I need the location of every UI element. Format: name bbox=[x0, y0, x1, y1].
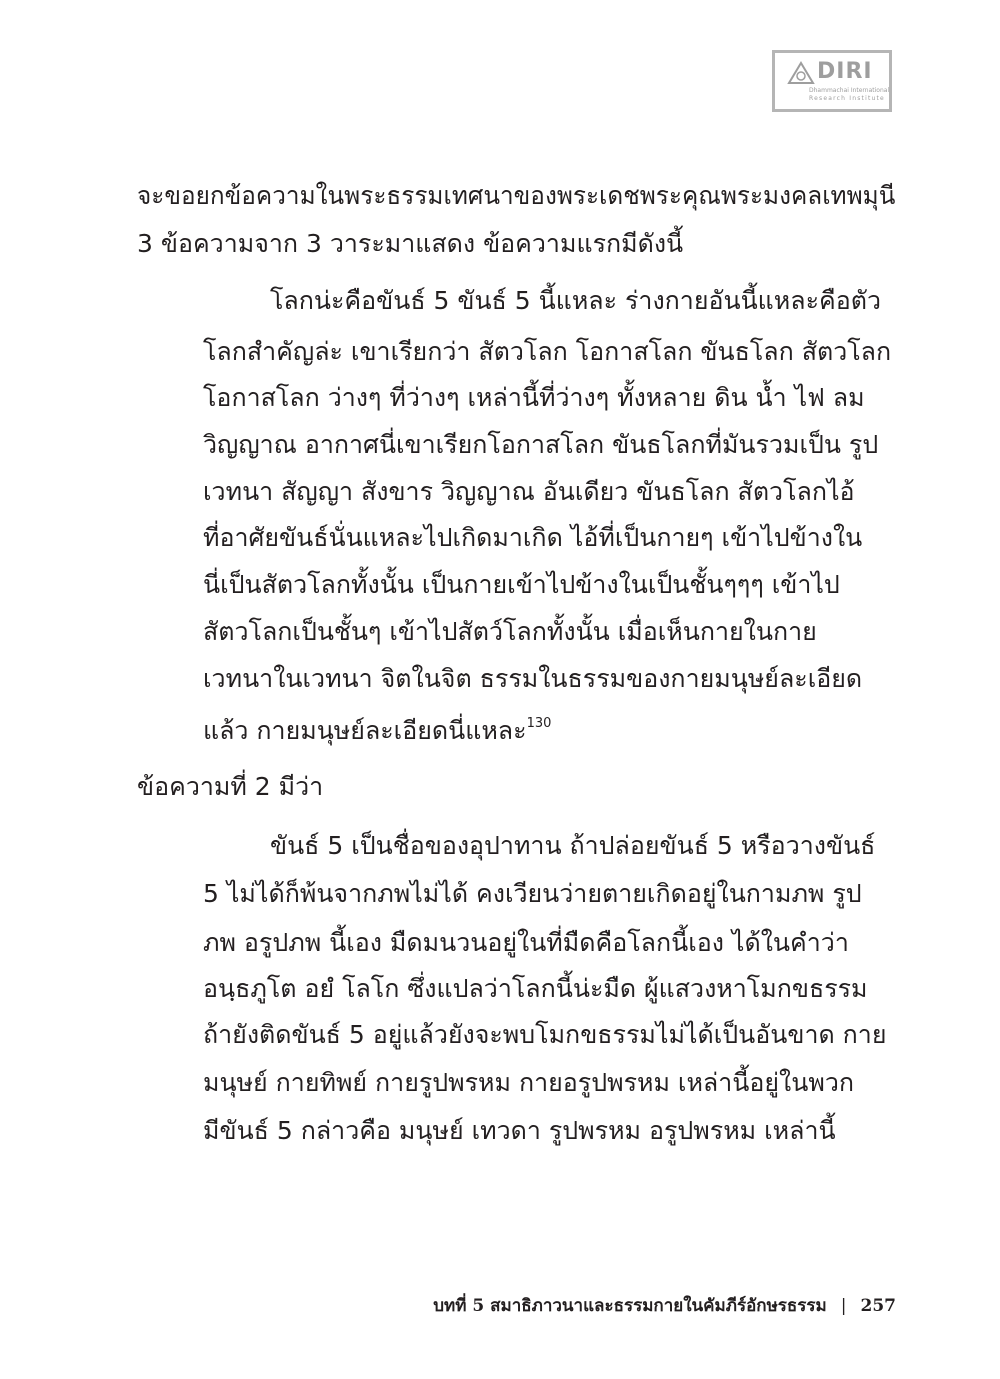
quote2-line: ภพ อรูปภพ นี้เอง มืดมนวนอยู่ในที่มืดคือโลกนี้เอง ได้ในคำว่า bbox=[203, 928, 849, 957]
footnote-marker: 130 bbox=[526, 716, 552, 731]
logo-subtitle-line-1: Dhammachai International bbox=[809, 87, 890, 94]
logo-name: DIRI bbox=[817, 59, 873, 84]
section-heading: ข้อความที่ 2 มีว่า bbox=[137, 772, 324, 801]
quote1-line: วิญญาณ อากาศนี่เขาเรียกโอกาสโลก ขันธโลกที่มันรวมเป็น รูป bbox=[203, 430, 879, 459]
quote1-line: โลกสำคัญล่ะ เขาเรียกว่า สัตวโลก โอกาสโลก ขันธโลก สัตวโลก bbox=[203, 337, 892, 366]
chapter-title: บทที่ 5 สมาธิภาวนาและธรรมกายในคัมภีร์อักษรธรรม bbox=[433, 1296, 827, 1316]
intro-line: จะขอยกข้อความในพระธรรมเทศนาของพระเดชพระคุณพระมงคลเทพมุนี bbox=[137, 181, 896, 210]
page-footer bbox=[433, 1294, 896, 1318]
quote2-line: มีขันธ์ 5 กล่าวคือ มนุษย์ เทวดา รูปพรหม อรูปพรหม เหล่านี้ bbox=[203, 1116, 836, 1145]
quote2-line: มนุษย์ กายทิพย์ กายรูปพรหม กายอรูปพรหม เหล่านี้อยู่ในพวก bbox=[203, 1068, 854, 1097]
intro-line: 3 ข้อความจาก 3 วาระมาแสดง ข้อความแรกมีดังนี้ bbox=[137, 229, 684, 258]
quote1-line: เวทนาในเวทนา จิตในจิต ธรรมในธรรมของกายมนุษย์ละเอียด bbox=[203, 664, 863, 693]
quote1-line: โลกน่ะคือขันธ์ 5 ขันธ์ 5 นี้แหละ ร่างกายอันนี้แหละคือตัว bbox=[270, 286, 882, 315]
quote2-line: ขันธ์ 5 เป็นชื่อของอุปาทาน ถ้าปล่อยขันธ์ 5 หรือวางขันธ์ bbox=[270, 831, 876, 860]
footer-separator: | bbox=[840, 1296, 847, 1316]
quote1-line: เวทนา สัญญา สังขาร วิญญาณ อันเดียว ขันธโลก สัตวโลกไอ้ bbox=[203, 477, 855, 506]
quote2-line: 5 ไม่ได้ก็พ้นจากภพไม่ได้ คงเวียนว่ายตายเกิดอยู่ในกามภพ รูป bbox=[203, 879, 862, 908]
quote1-line: นี่เป็นสัตวโลกทั้งนั้น เป็นกายเข้าไปข้างในเป็นชั้นๆๆๆ เข้าไป bbox=[203, 570, 840, 599]
quote1-line: สัตวโลกเป็นชั้นๆ เข้าไปสัตว์โลกทั้งนั้น เมื่อเห็นกายในกาย bbox=[203, 617, 817, 646]
triangle-emblem-icon bbox=[787, 61, 815, 85]
quote1-last-text: แล้ว กายมนุษย์ละเอียดนี่แหละ bbox=[203, 716, 527, 745]
quote1-last-line bbox=[203, 708, 551, 747]
quote1-line: โอกาสโลก ว่างๆ ที่ว่างๆ เหล่านี้ที่ว่างๆ ทั้งหลาย ดิน น้ำ ไฟ ลม bbox=[203, 383, 865, 412]
quote2-line: อนฺธภูโต อยํ โลโก ซึ่งแปลว่าโลกนี้น่ะมืด ผู้แสวงหาโมกขธรรม bbox=[203, 974, 868, 1003]
logo-subtitle-line-2: Research Institute bbox=[809, 95, 885, 102]
quote2-line: ถ้ายังติดขันธ์ 5 อยู่แล้วยังจะพบโมกขธรรมไม่ได้เป็นอันขาด กาย bbox=[203, 1020, 887, 1049]
page-number: 257 bbox=[860, 1296, 896, 1316]
quote1-line: ที่อาศัยขันธ์นั่นแหละไปเกิดมาเกิด ไอ้ที่เป็นกายๆ เข้าไปข้างใน bbox=[203, 523, 863, 552]
diri-logo bbox=[772, 50, 892, 112]
